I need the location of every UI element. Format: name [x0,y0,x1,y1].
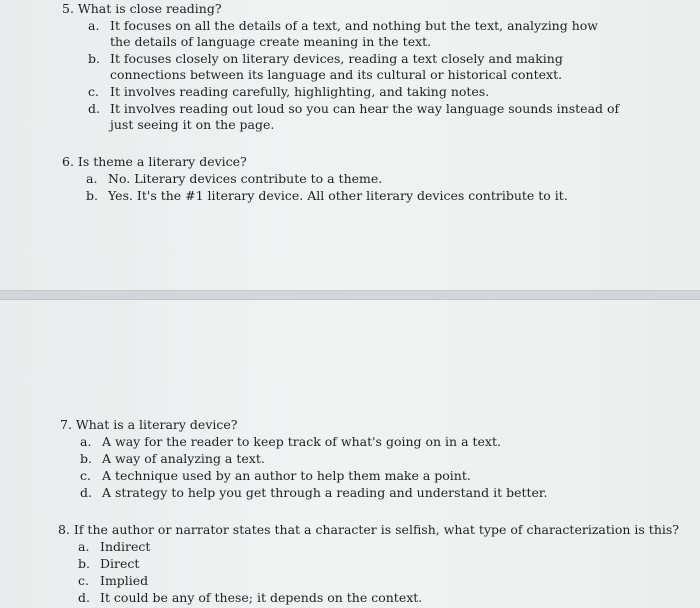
answer-option-a[interactable] [74,539,658,555]
option-text: Direct [100,556,140,571]
option-letter: d. [88,101,100,116]
option-letter: c. [88,84,99,99]
option-text: Yes. It's the #1 literary device. All other literary devices contribute to it. [108,188,568,203]
answer-option-c[interactable] [84,84,622,100]
option-text: No. Literary devices contribute to a theme. [108,171,383,186]
page-divider [0,291,700,300]
answer-options [84,18,622,133]
answer-options [82,171,622,204]
option-letter: b. [88,51,100,66]
answer-option-d[interactable] [76,485,620,501]
answer-option-d[interactable] [74,590,658,606]
option-letter: d. [78,590,90,605]
option-letter: a. [78,539,90,554]
answer-option-c[interactable] [76,468,620,484]
question-8 [58,522,679,606]
option-text: A way for the reader to keep track of what's going on in a text. [102,434,501,449]
answer-option-b[interactable] [82,188,622,204]
option-text: A strategy to help you get through a reading and understand it better. [102,485,548,500]
option-text: It involves reading out loud so you can hear the way language sounds instead of just seeing it on the page. [110,101,620,132]
question-stem: 5. What is close reading? [62,1,222,16]
option-text: It could be any of these; it depends on the context. [100,590,423,605]
answer-options [74,539,658,606]
option-letter: b. [78,556,90,571]
answer-option-b[interactable] [84,51,622,83]
answer-option-b[interactable] [74,556,658,572]
option-text: It focuses on all the details of a text, and nothing but the text, analyzing how the details of language create meaning in the text. [110,18,598,49]
question-5 [62,1,622,133]
question-6 [62,154,622,204]
option-text: Implied [100,573,149,588]
answer-option-a[interactable] [76,434,620,450]
option-letter: a. [86,171,98,186]
option-letter: d. [80,485,92,500]
question-stem: 8. If the author or narrator states that a character is selfish, what type of characterization is this? [58,522,679,537]
option-letter: b. [86,188,98,203]
answer-options [76,434,620,501]
option-text: A technique used by an author to help them make a point. [102,468,471,483]
answer-option-a[interactable] [82,171,622,187]
answer-option-b[interactable] [76,451,620,467]
option-text: A way of analyzing a text. [102,451,265,466]
option-letter: a. [80,434,92,449]
option-letter: c. [80,468,91,483]
option-text: Indirect [100,539,151,554]
option-letter: a. [88,18,100,33]
answer-option-c[interactable] [74,573,658,589]
option-letter: b. [80,451,92,466]
option-text: It involves reading carefully, highlighting, and taking notes. [110,84,490,99]
question-stem: 6. Is theme a literary device? [62,154,247,169]
question-stem: 7. What is a literary device? [60,417,238,432]
option-letter: c. [78,573,89,588]
question-7 [60,417,620,501]
answer-option-d[interactable] [84,101,622,133]
option-text: It focuses closely on literary devices, reading a text closely and making connections between its language and its cultural or historical context. [110,51,563,82]
answer-option-a[interactable] [84,18,622,50]
